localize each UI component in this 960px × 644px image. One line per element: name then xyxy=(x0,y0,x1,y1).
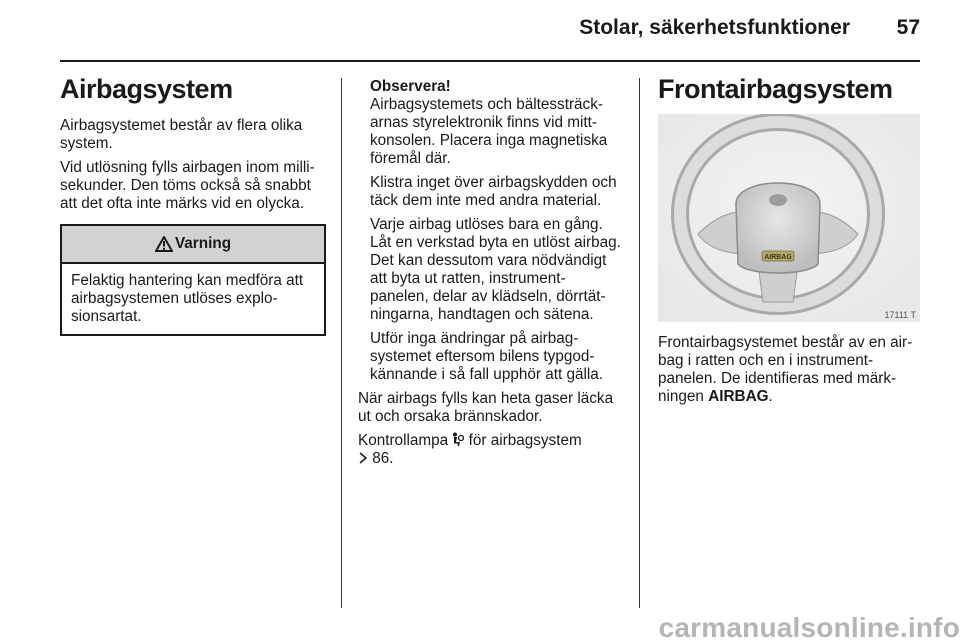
reference-arrow-icon xyxy=(358,452,368,464)
steering-wheel-image xyxy=(658,114,920,322)
paragraph-control-lamp: Kontrollampa för airbagsystem 86. xyxy=(358,432,582,467)
note-paragraph: Airbagsystemets och bältessträck-arnas styrelektronik finns vid mitt-konsolen. Placera inga magnetiska föremål där. xyxy=(370,96,608,167)
paragraph: Vid utlösning fylls airbagen inom milli-sekunder. Den töms också så snabbt att det ofta inte märks vid en olycka. xyxy=(60,159,315,212)
running-header-title: Stolar, säkerhetsfunktioner xyxy=(579,16,850,39)
paragraph: Airbagsystemet består av flera olika system. xyxy=(60,117,303,152)
note-paragraph: Utför inga ändringar på airbag-systemet eftersom bilens typgod-kännande i så fall upphör att gälla. xyxy=(370,330,604,383)
paragraph: När airbags fylls kan heta gaser läcka ut och orsaka brännskador. xyxy=(358,390,614,425)
header-rule xyxy=(60,60,920,62)
warning-header xyxy=(62,226,324,264)
note-paragraph: Varje airbag utlöses bara en gång. Låt en verkstad byta en utlöst airbag. Det kan dessutom vara nödvändigt att byta ut ratten, instrument-panelen, delar av klädseln, dörrtät-ningarna, handtagen och sätena. xyxy=(370,216,621,323)
column-2 xyxy=(358,78,623,468)
note-paragraph: Klistra inget över airbagskydden och täck dem inte med andra material. xyxy=(370,174,617,209)
column-3 xyxy=(658,74,923,105)
airbag-label: AIRBAG xyxy=(764,254,792,261)
warning-box xyxy=(60,224,326,336)
section-heading-airbagsystem: Airbagsystem xyxy=(60,74,233,104)
warning-triangle-icon xyxy=(155,236,173,252)
column-divider-2 xyxy=(639,78,640,608)
page-number: 57 xyxy=(896,16,920,39)
column-1 xyxy=(60,74,328,213)
warning-text: Felaktig hantering kan medföra att airbagsystemen utlöses explo-sionsartat. xyxy=(71,272,304,325)
note-block xyxy=(358,78,623,384)
steering-wheel-illustration xyxy=(658,114,920,322)
watermark: carmanualsonline.info xyxy=(658,612,960,643)
paragraph: Frontairbagsystemet består av en air-bag i ratten och en i instrument-panelen. De identifieras med märk-ningen AIRBAG. xyxy=(658,334,913,405)
note-title: Observera! xyxy=(370,78,451,95)
frontairbag-description xyxy=(658,334,923,406)
airbag-marking: AIRBAG xyxy=(708,388,769,405)
warning-title: Varning xyxy=(174,235,232,252)
page-reference[interactable]: 86. xyxy=(372,450,394,467)
column-divider-1 xyxy=(341,78,342,608)
airbag-warning-icon xyxy=(452,432,464,447)
image-code: 17111 T xyxy=(884,310,916,320)
section-heading-frontairbagsystem: Frontairbagsystem xyxy=(658,74,893,104)
